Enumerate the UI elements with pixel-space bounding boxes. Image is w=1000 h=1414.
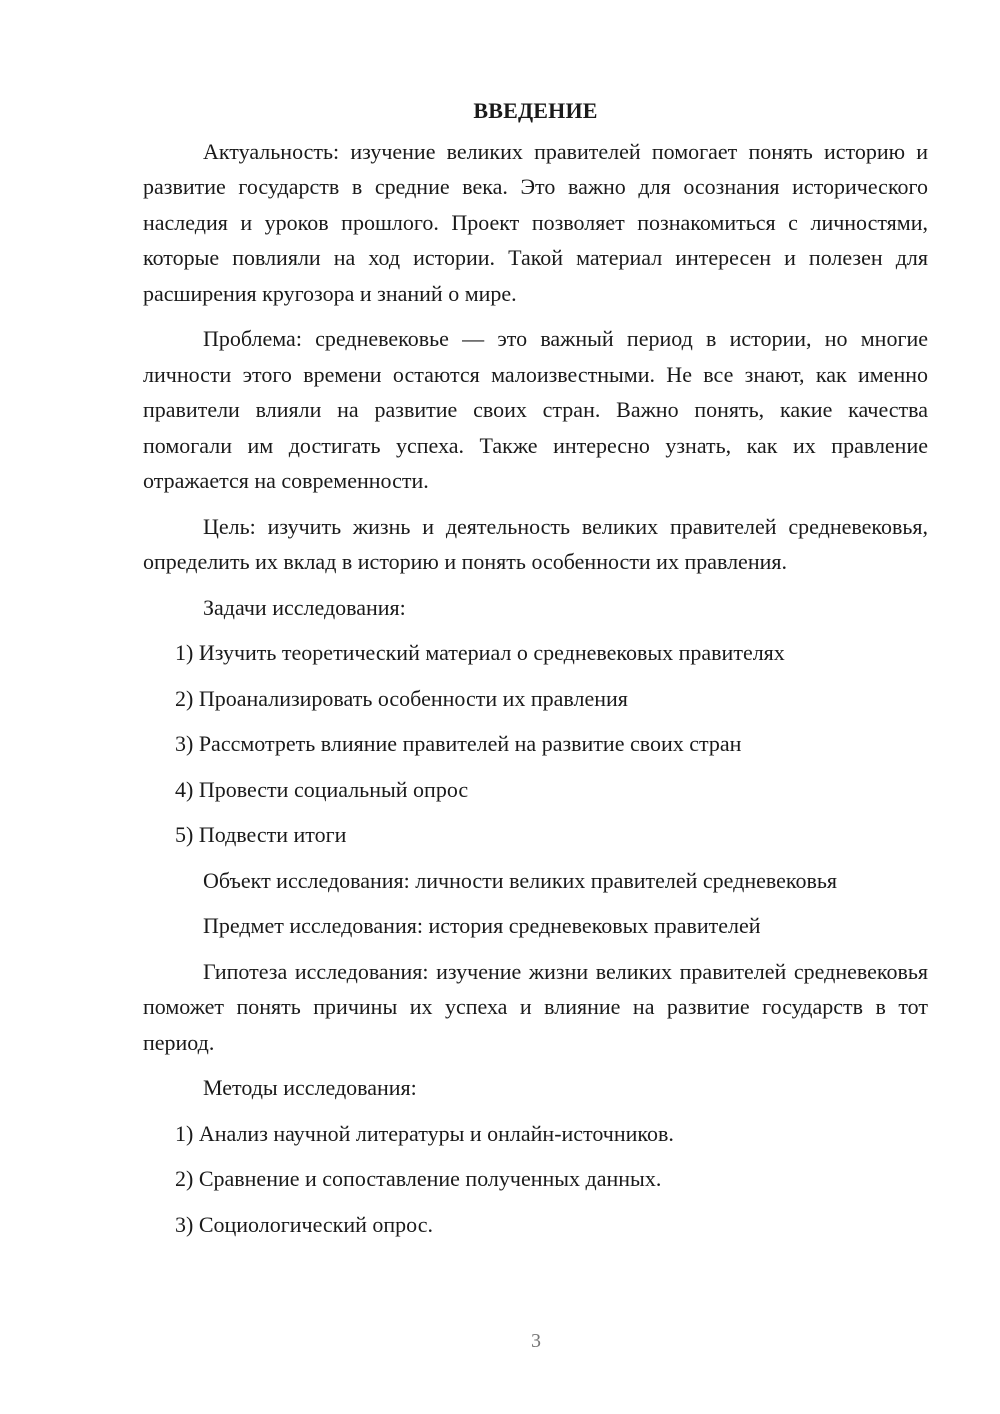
list-item: 2) Сравнение и сопоставление полученных данных. <box>175 1166 662 1191</box>
tasks-heading: Задачи исследования: <box>203 594 406 620</box>
page-title: ВВЕДЕНИЕ <box>473 98 598 123</box>
hypothesis-paragraph: Гипотеза исследования: изучение жизни великих правителей средневековья поможет понять причины их успеха и влияние на развитие государств в тот период. <box>143 958 928 1055</box>
list-item: 1) Анализ научной литературы и онлайн-источников. <box>175 1120 674 1146</box>
subject-paragraph: Предмет исследования: история средневековых правителей <box>203 913 761 938</box>
list-item: 2) Проанализировать особенности их правления <box>175 685 628 711</box>
relevance-paragraph: Актуальность: изучение великих правителей помогает понять историю и развитие государств в средние века. Это важно для осознания исторического наследия и уроков прошлого. Проект позволяет познакомиться с личностями, которые повлияли на ход истории. Такой материал интересен и полезен для расширения кругозора и знаний о мире. <box>143 138 928 306</box>
list-item: 3) Социологический опрос. <box>175 1211 433 1237</box>
list-item: 5) Подвести итоги <box>175 822 347 847</box>
problem-paragraph: Проблема: средневековье — это важный период в истории, но многие личности этого времени остаются малоизвестными. Не все знают, как именно правители влияли на развитие своих стран. Важно понять, какие качества помогали им достигать успеха. Также интересно узнать, как их правление отражается на современности. <box>143 326 928 493</box>
methods-heading: Методы исследования: <box>203 1075 417 1100</box>
list-item: 3) Рассмотреть влияние правителей на развитие своих стран <box>175 731 742 756</box>
tasks-list <box>143 635 928 853</box>
methods-list <box>143 1116 928 1243</box>
goal-paragraph: Цель: изучить жизнь и деятельность великих правителей средневековья, определить их вклад в историю и понять особенности их правления. <box>143 513 928 574</box>
list-item: 4) Провести социальный опрос <box>175 776 469 802</box>
object-paragraph: Объект исследования: личности великих правителей средневековья <box>203 867 838 893</box>
document-page <box>143 93 928 1252</box>
page-number: 3 <box>531 1330 541 1352</box>
list-item: 1) Изучить теоретический материал о средневековых правителях <box>175 640 785 665</box>
